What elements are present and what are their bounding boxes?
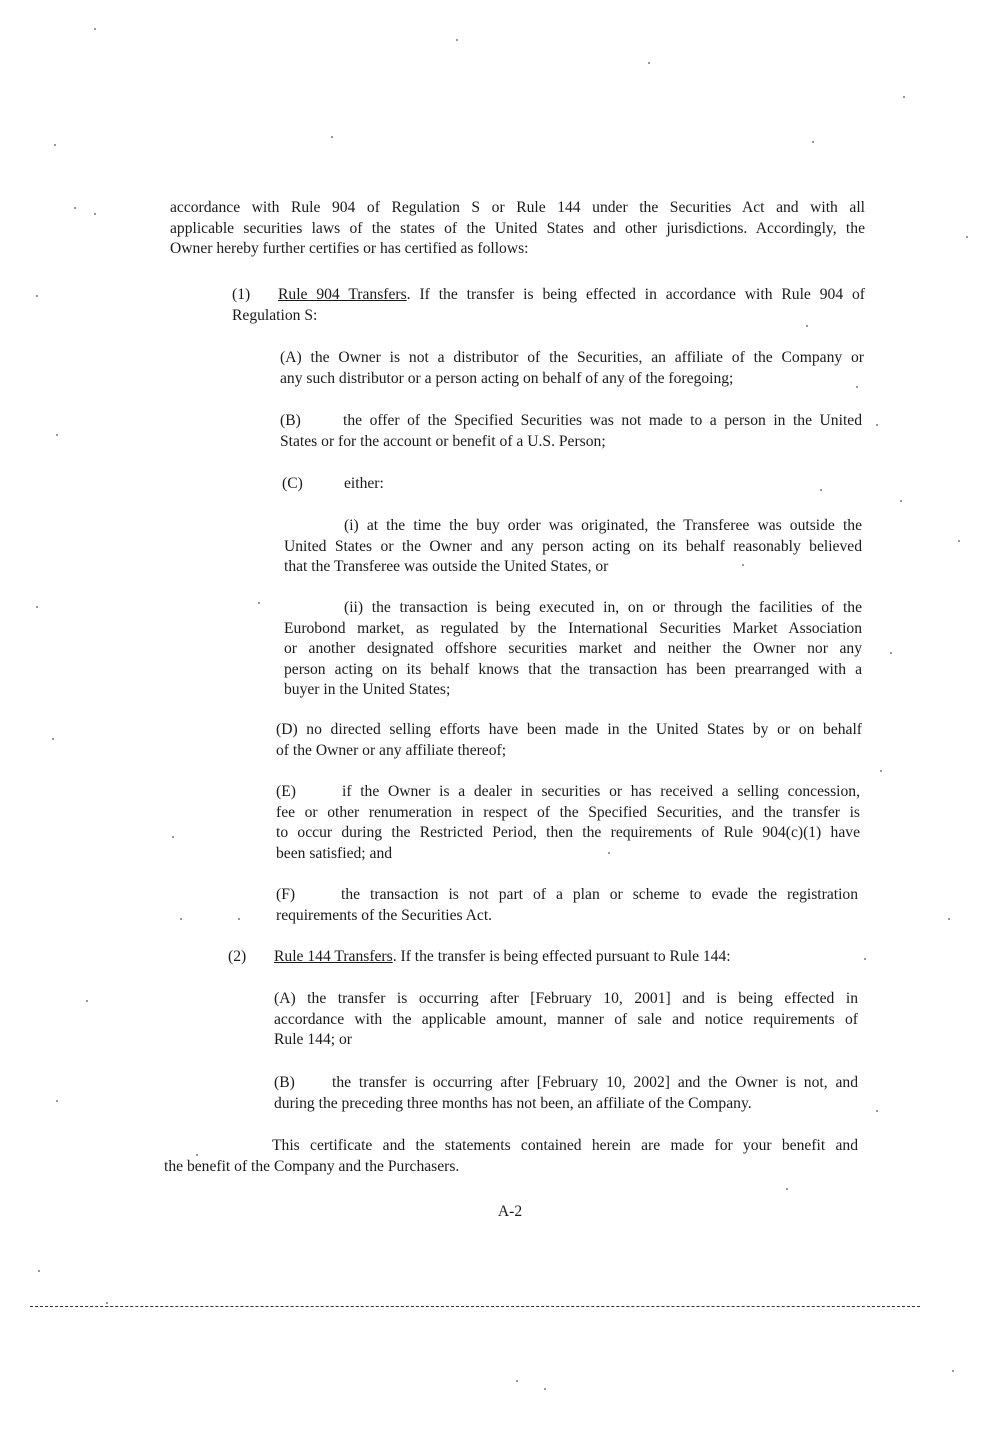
intro-line: accordance with Rule 904 of Regulation S or Rule 144 under the Securities Act and with all [170, 199, 865, 216]
intro-line: Owner hereby further certifies or has certified as follows: [170, 240, 529, 257]
item-1a: (A) the Owner is not a distributor of the Securities, an affiliate of the Company or any such distributor or a person acting on behalf of any of the foregoing; [280, 349, 864, 387]
section-1-heading-paragraph [232, 285, 865, 326]
footer-divider [30, 1306, 920, 1307]
item-1c-ii: (ii) the transaction is being executed in, on or through the facilities of the Eurobond market, as regulated by the International Securities Market Association or another designated offshore securities market and neither the Owner nor any person acting on its behalf knows that the transaction has been prearranged with a buyer in the United States; [284, 599, 862, 698]
section-2-text: . If the transfer is being effected pursuant to Rule 144: [392, 948, 731, 965]
intro-paragraph [170, 198, 865, 260]
item-1e: (E) if the Owner is a dealer in securities or has received a selling concession, fee or other renumeration in respect of the Specified Securities, and the transfer is to occur during the Restricted Period, then the requirements of Rule 904(c)(1) have been satisfied; and [276, 783, 860, 862]
item-2b: (B) the transfer is occurring after [February 10, 2002] and the Owner is not, and during the preceding three months has not been, an affiliate of the Company. [274, 1074, 858, 1112]
item-1f: (F) the transaction is not part of a plan or scheme to evade the registration requirements of the Securities Act. [276, 886, 858, 924]
section-2-label: (2) [228, 948, 247, 965]
item-label: (E) [276, 783, 296, 800]
intro-line: applicable securities laws of the states of the United States and other jurisdictions. Accordingly, the [170, 219, 865, 237]
section-1-text: . If the transfer is being effected in accordance with Rule 904 of [406, 286, 865, 303]
section-1-heading: Rule 904 Transfers [278, 286, 407, 303]
item-label: (B) [280, 412, 301, 429]
item-label: (B) [274, 1074, 295, 1091]
item-1c: (C) either: [282, 474, 864, 495]
section-2-heading: Rule 144 Transfers [274, 948, 393, 965]
section-1-label: (1) [232, 286, 251, 303]
item-1c-i: (i) at the time the buy order was originated, the Transferee was outside the United States or the Owner and any person acting on its behalf reasonably believed that the Transferee was outside the United States, or [284, 517, 862, 575]
item-label: (C) [282, 475, 303, 492]
section-2-heading-paragraph [228, 947, 860, 968]
item-2a: (A) the transfer is occurring after [February 10, 2001] and is being effected in accordance with the applicable amount, manner of sale and notice requirements of Rule 144; or [274, 990, 858, 1048]
page-number: A-2 [497, 1203, 523, 1220]
item-label: (F) [276, 886, 296, 903]
item-1d: (D) no directed selling efforts have been made in the United States by or on behalf of the Owner or any affiliate thereof; [276, 721, 862, 759]
closing-paragraph: This certificate and the statements contained herein are made for your benefit and the benefit of the Company and the Purchasers. [164, 1137, 858, 1175]
section-1-text: Regulation S: [232, 306, 318, 324]
item-1b: (B) the offer of the Specified Securities was not made to a person in the United States or for the account or benefit of a U.S. Person; [280, 412, 862, 450]
